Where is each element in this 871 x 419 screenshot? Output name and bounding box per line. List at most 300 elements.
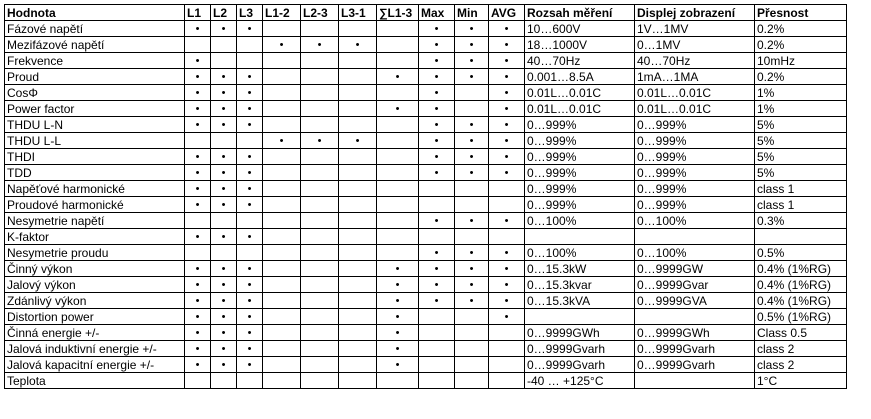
cell-l2-support: • bbox=[211, 341, 237, 357]
table-row bbox=[5, 21, 847, 37]
cell-sum-l1-3-support: • bbox=[377, 309, 419, 325]
col-header-range: Rozsah měření bbox=[525, 5, 635, 21]
cell-avg-support: • bbox=[489, 69, 525, 85]
col-header-l2-3: L2-3 bbox=[301, 5, 339, 21]
cell-l2-3-support: • bbox=[301, 37, 339, 53]
cell-l1-2-support bbox=[263, 341, 301, 357]
cell-l1-2-support bbox=[263, 261, 301, 277]
cell-max-support: • bbox=[419, 149, 455, 165]
table-row bbox=[5, 85, 847, 101]
cell-range: 0…999% bbox=[525, 133, 635, 149]
cell-l1-2-support bbox=[263, 293, 301, 309]
cell-quantity-name: TDD bbox=[5, 165, 185, 181]
cell-l3-1-support bbox=[339, 373, 377, 389]
cell-l3-support: • bbox=[237, 117, 263, 133]
cell-max-support bbox=[419, 373, 455, 389]
cell-accuracy: 5% bbox=[755, 117, 847, 133]
cell-sum-l1-3-support bbox=[377, 213, 419, 229]
table-row bbox=[5, 373, 847, 389]
cell-sum-l1-3-support bbox=[377, 229, 419, 245]
cell-display: 0…100% bbox=[635, 245, 755, 261]
cell-l3-1-support bbox=[339, 261, 377, 277]
table-row bbox=[5, 101, 847, 117]
cell-l2-3-support bbox=[301, 341, 339, 357]
cell-display: 0…999% bbox=[635, 181, 755, 197]
cell-min-support: • bbox=[455, 21, 489, 37]
cell-range: 0…15.3kW bbox=[525, 261, 635, 277]
cell-l3-1-support bbox=[339, 53, 377, 69]
cell-display: 0…999% bbox=[635, 133, 755, 149]
cell-l2-3-support bbox=[301, 53, 339, 69]
cell-l2-support: • bbox=[211, 309, 237, 325]
cell-l2-support bbox=[211, 245, 237, 261]
cell-l3-1-support bbox=[339, 21, 377, 37]
cell-sum-l1-3-support bbox=[377, 117, 419, 133]
cell-l2-3-support bbox=[301, 149, 339, 165]
cell-l1-support bbox=[185, 245, 211, 261]
cell-l3-1-support bbox=[339, 69, 377, 85]
cell-range: 0…15.3kvar bbox=[525, 277, 635, 293]
cell-sum-l1-3-support bbox=[377, 165, 419, 181]
cell-accuracy: 1°C bbox=[755, 373, 847, 389]
cell-l1-support: • bbox=[185, 69, 211, 85]
cell-display: 0…9999Gvarh bbox=[635, 357, 755, 373]
cell-accuracy: 1% bbox=[755, 101, 847, 117]
cell-range: 0.01L…0.01C bbox=[525, 85, 635, 101]
cell-range: 10…600V bbox=[525, 21, 635, 37]
cell-max-support bbox=[419, 197, 455, 213]
cell-l3-1-support: • bbox=[339, 37, 377, 53]
cell-max-support: • bbox=[419, 245, 455, 261]
cell-accuracy: 1% bbox=[755, 85, 847, 101]
cell-l3-1-support bbox=[339, 85, 377, 101]
cell-accuracy: 0.2% bbox=[755, 37, 847, 53]
table-body bbox=[5, 21, 847, 389]
cell-quantity-name: Činná energie +/- bbox=[5, 325, 185, 341]
cell-min-support bbox=[455, 181, 489, 197]
table-row bbox=[5, 341, 847, 357]
cell-quantity-name: Jalový výkon bbox=[5, 277, 185, 293]
header-row bbox=[5, 5, 847, 21]
cell-avg-support: • bbox=[489, 21, 525, 37]
cell-l2-support bbox=[211, 37, 237, 53]
cell-l3-support: • bbox=[237, 293, 263, 309]
cell-sum-l1-3-support bbox=[377, 245, 419, 261]
cell-l3-support: • bbox=[237, 85, 263, 101]
cell-l2-3-support bbox=[301, 373, 339, 389]
cell-l2-support: • bbox=[211, 229, 237, 245]
cell-l3-support bbox=[237, 133, 263, 149]
cell-l1-support: • bbox=[185, 309, 211, 325]
cell-l2-support: • bbox=[211, 181, 237, 197]
cell-l1-support: • bbox=[185, 21, 211, 37]
cell-l1-support bbox=[185, 373, 211, 389]
cell-display: 40…70Hz bbox=[635, 53, 755, 69]
cell-sum-l1-3-support bbox=[377, 21, 419, 37]
col-header-l2: L2 bbox=[211, 5, 237, 21]
cell-l2-3-support bbox=[301, 261, 339, 277]
cell-min-support bbox=[455, 197, 489, 213]
cell-l3-1-support bbox=[339, 293, 377, 309]
cell-range: 0…999% bbox=[525, 149, 635, 165]
cell-sum-l1-3-support: • bbox=[377, 277, 419, 293]
cell-max-support: • bbox=[419, 213, 455, 229]
cell-l2-3-support bbox=[301, 357, 339, 373]
cell-l2-3-support bbox=[301, 277, 339, 293]
cell-sum-l1-3-support: • bbox=[377, 293, 419, 309]
cell-range: 0…999% bbox=[525, 197, 635, 213]
cell-l1-support bbox=[185, 37, 211, 53]
table-row bbox=[5, 117, 847, 133]
cell-display: 0…9999Gvarh bbox=[635, 341, 755, 357]
cell-min-support: • bbox=[455, 165, 489, 181]
cell-l2-3-support bbox=[301, 197, 339, 213]
cell-max-support: • bbox=[419, 133, 455, 149]
cell-accuracy: 0.4% (1%RG) bbox=[755, 293, 847, 309]
cell-accuracy: 0.5% (1%RG) bbox=[755, 309, 847, 325]
cell-display: 1V…1MV bbox=[635, 21, 755, 37]
cell-sum-l1-3-support: • bbox=[377, 341, 419, 357]
cell-min-support: • bbox=[455, 53, 489, 69]
cell-l3-support bbox=[237, 37, 263, 53]
cell-max-support: • bbox=[419, 165, 455, 181]
cell-l1-support: • bbox=[185, 165, 211, 181]
cell-sum-l1-3-support bbox=[377, 133, 419, 149]
cell-l1-support: • bbox=[185, 325, 211, 341]
cell-max-support bbox=[419, 229, 455, 245]
cell-accuracy: class 2 bbox=[755, 341, 847, 357]
cell-l3-support bbox=[237, 53, 263, 69]
cell-min-support bbox=[455, 309, 489, 325]
cell-quantity-name: K-faktor bbox=[5, 229, 185, 245]
cell-sum-l1-3-support: • bbox=[377, 357, 419, 373]
cell-l2-3-support bbox=[301, 85, 339, 101]
cell-l3-1-support bbox=[339, 213, 377, 229]
col-header-accuracy: Přesnost bbox=[755, 5, 847, 21]
cell-max-support: • bbox=[419, 21, 455, 37]
cell-l2-3-support bbox=[301, 165, 339, 181]
cell-display: 0…999% bbox=[635, 197, 755, 213]
cell-l2-3-support bbox=[301, 101, 339, 117]
cell-quantity-name: Činný výkon bbox=[5, 261, 185, 277]
cell-l1-2-support bbox=[263, 85, 301, 101]
cell-l1-2-support bbox=[263, 101, 301, 117]
cell-avg-support: • bbox=[489, 309, 525, 325]
cell-l2-3-support: • bbox=[301, 133, 339, 149]
cell-l2-support: • bbox=[211, 165, 237, 181]
cell-l3-support: • bbox=[237, 165, 263, 181]
cell-range: 0…999% bbox=[525, 117, 635, 133]
cell-min-support: • bbox=[455, 245, 489, 261]
cell-min-support bbox=[455, 357, 489, 373]
cell-quantity-name: Jalová kapacitní energie +/- bbox=[5, 357, 185, 373]
cell-l3-1-support bbox=[339, 117, 377, 133]
cell-l2-3-support bbox=[301, 21, 339, 37]
cell-max-support: • bbox=[419, 101, 455, 117]
cell-min-support: • bbox=[455, 133, 489, 149]
cell-avg-support: • bbox=[489, 85, 525, 101]
cell-l3-support bbox=[237, 245, 263, 261]
cell-sum-l1-3-support: • bbox=[377, 101, 419, 117]
cell-display bbox=[635, 229, 755, 245]
cell-range: 0…9999Gvarh bbox=[525, 357, 635, 373]
cell-l3-support: • bbox=[237, 357, 263, 373]
cell-accuracy: 0.2% bbox=[755, 69, 847, 85]
col-header-max: Max bbox=[419, 5, 455, 21]
table-row bbox=[5, 197, 847, 213]
cell-l3-support: • bbox=[237, 341, 263, 357]
col-header-l3: L3 bbox=[237, 5, 263, 21]
cell-accuracy: Class 0.5 bbox=[755, 325, 847, 341]
cell-range: 0.01L…0.01C bbox=[525, 101, 635, 117]
cell-display: 0…999% bbox=[635, 117, 755, 133]
cell-l3-support bbox=[237, 373, 263, 389]
specification-table bbox=[4, 4, 847, 389]
cell-l3-1-support bbox=[339, 341, 377, 357]
cell-quantity-name: THDI bbox=[5, 149, 185, 165]
cell-l1-2-support bbox=[263, 69, 301, 85]
cell-l1-2-support bbox=[263, 21, 301, 37]
cell-max-support: • bbox=[419, 37, 455, 53]
cell-min-support: • bbox=[455, 277, 489, 293]
cell-l2-3-support bbox=[301, 229, 339, 245]
cell-quantity-name: THDU L-N bbox=[5, 117, 185, 133]
cell-accuracy: 5% bbox=[755, 149, 847, 165]
cell-range: 0…100% bbox=[525, 245, 635, 261]
cell-avg-support bbox=[489, 325, 525, 341]
cell-l2-3-support bbox=[301, 325, 339, 341]
table-row bbox=[5, 149, 847, 165]
cell-avg-support bbox=[489, 229, 525, 245]
cell-display: 0…9999GVA bbox=[635, 293, 755, 309]
cell-sum-l1-3-support: • bbox=[377, 261, 419, 277]
cell-l2-support: • bbox=[211, 261, 237, 277]
cell-l1-support bbox=[185, 133, 211, 149]
cell-quantity-name: Power factor bbox=[5, 101, 185, 117]
cell-sum-l1-3-support bbox=[377, 53, 419, 69]
table-row bbox=[5, 69, 847, 85]
cell-max-support: • bbox=[419, 117, 455, 133]
cell-l2-support: • bbox=[211, 293, 237, 309]
cell-l3-1-support bbox=[339, 357, 377, 373]
cell-accuracy: class 1 bbox=[755, 181, 847, 197]
cell-avg-support: • bbox=[489, 101, 525, 117]
table-row bbox=[5, 37, 847, 53]
cell-range: 0…15.3kVA bbox=[525, 293, 635, 309]
cell-l3-support: • bbox=[237, 277, 263, 293]
cell-min-support: • bbox=[455, 117, 489, 133]
cell-max-support bbox=[419, 341, 455, 357]
cell-max-support bbox=[419, 325, 455, 341]
cell-range: 18…1000V bbox=[525, 37, 635, 53]
cell-range: 0.001…8.5A bbox=[525, 69, 635, 85]
cell-l1-support: • bbox=[185, 117, 211, 133]
cell-max-support bbox=[419, 181, 455, 197]
cell-display: 0…999% bbox=[635, 165, 755, 181]
cell-l3-1-support bbox=[339, 149, 377, 165]
cell-l2-support: • bbox=[211, 197, 237, 213]
cell-avg-support bbox=[489, 197, 525, 213]
cell-l2-support: • bbox=[211, 149, 237, 165]
cell-accuracy: 0.3% bbox=[755, 213, 847, 229]
cell-l1-2-support bbox=[263, 197, 301, 213]
cell-range bbox=[525, 229, 635, 245]
cell-min-support: • bbox=[455, 37, 489, 53]
cell-max-support bbox=[419, 357, 455, 373]
cell-l2-support: • bbox=[211, 85, 237, 101]
cell-accuracy: class 1 bbox=[755, 197, 847, 213]
cell-l1-2-support: • bbox=[263, 133, 301, 149]
cell-range: 40…70Hz bbox=[525, 53, 635, 69]
cell-l2-3-support bbox=[301, 293, 339, 309]
col-header-hodnota: Hodnota bbox=[5, 5, 185, 21]
cell-avg-support: • bbox=[489, 149, 525, 165]
cell-min-support: • bbox=[455, 149, 489, 165]
cell-l3-support: • bbox=[237, 69, 263, 85]
col-header-l3-1: L3-1 bbox=[339, 5, 377, 21]
table-row bbox=[5, 229, 847, 245]
table-row bbox=[5, 181, 847, 197]
col-header-sum-l1-3: ∑L1-3 bbox=[377, 5, 419, 21]
cell-l1-support: • bbox=[185, 85, 211, 101]
cell-min-support bbox=[455, 229, 489, 245]
cell-range: 0…999% bbox=[525, 181, 635, 197]
cell-l2-3-support bbox=[301, 309, 339, 325]
cell-l1-2-support bbox=[263, 149, 301, 165]
cell-max-support bbox=[419, 309, 455, 325]
cell-avg-support: • bbox=[489, 53, 525, 69]
cell-l3-support: • bbox=[237, 149, 263, 165]
cell-l3-1-support bbox=[339, 181, 377, 197]
cell-avg-support bbox=[489, 341, 525, 357]
cell-accuracy: 0.4% (1%RG) bbox=[755, 277, 847, 293]
cell-range bbox=[525, 309, 635, 325]
col-header-l1: L1 bbox=[185, 5, 211, 21]
cell-avg-support: • bbox=[489, 245, 525, 261]
cell-display: 0…100% bbox=[635, 213, 755, 229]
cell-l2-3-support bbox=[301, 181, 339, 197]
cell-range: 0…9999GWh bbox=[525, 325, 635, 341]
cell-l1-support: • bbox=[185, 341, 211, 357]
table-row bbox=[5, 309, 847, 325]
cell-quantity-name: Mezifázové napětí bbox=[5, 37, 185, 53]
cell-l1-2-support bbox=[263, 277, 301, 293]
table-row bbox=[5, 165, 847, 181]
cell-l1-support bbox=[185, 213, 211, 229]
cell-display: 1mA…1MA bbox=[635, 69, 755, 85]
cell-sum-l1-3-support bbox=[377, 181, 419, 197]
cell-l1-2-support bbox=[263, 213, 301, 229]
cell-accuracy: 0.4% (1%RG) bbox=[755, 261, 847, 277]
cell-l1-2-support: • bbox=[263, 37, 301, 53]
cell-l1-support: • bbox=[185, 229, 211, 245]
cell-sum-l1-3-support bbox=[377, 373, 419, 389]
cell-l2-support bbox=[211, 213, 237, 229]
table-row bbox=[5, 213, 847, 229]
cell-quantity-name: Nesymetrie napětí bbox=[5, 213, 185, 229]
table-row bbox=[5, 261, 847, 277]
cell-avg-support bbox=[489, 357, 525, 373]
cell-max-support: • bbox=[419, 293, 455, 309]
cell-max-support: • bbox=[419, 277, 455, 293]
cell-quantity-name: Proud bbox=[5, 69, 185, 85]
cell-l2-support bbox=[211, 373, 237, 389]
table-row bbox=[5, 245, 847, 261]
table-row bbox=[5, 53, 847, 69]
cell-min-support bbox=[455, 373, 489, 389]
cell-max-support: • bbox=[419, 85, 455, 101]
cell-display: 0.01L…0.01C bbox=[635, 85, 755, 101]
cell-max-support: • bbox=[419, 53, 455, 69]
cell-min-support: • bbox=[455, 213, 489, 229]
cell-sum-l1-3-support bbox=[377, 197, 419, 213]
cell-l3-support bbox=[237, 213, 263, 229]
cell-l2-support bbox=[211, 53, 237, 69]
cell-l3-support: • bbox=[237, 197, 263, 213]
cell-avg-support: • bbox=[489, 277, 525, 293]
cell-quantity-name: Jalová induktivní energie +/- bbox=[5, 341, 185, 357]
table-row bbox=[5, 325, 847, 341]
cell-avg-support: • bbox=[489, 165, 525, 181]
cell-min-support: • bbox=[455, 293, 489, 309]
cell-max-support: • bbox=[419, 69, 455, 85]
cell-range: 0…9999Gvarh bbox=[525, 341, 635, 357]
cell-accuracy: 0.5% bbox=[755, 245, 847, 261]
cell-display bbox=[635, 373, 755, 389]
cell-min-support bbox=[455, 101, 489, 117]
cell-quantity-name: Frekvence bbox=[5, 53, 185, 69]
cell-min-support bbox=[455, 325, 489, 341]
cell-display: 0…9999Gvar bbox=[635, 277, 755, 293]
cell-l3-support: • bbox=[237, 261, 263, 277]
cell-quantity-name: Fázové napětí bbox=[5, 21, 185, 37]
cell-l2-support: • bbox=[211, 277, 237, 293]
cell-l1-2-support bbox=[263, 309, 301, 325]
cell-l1-2-support bbox=[263, 245, 301, 261]
cell-display: 0.01L…0.01C bbox=[635, 101, 755, 117]
cell-l3-1-support bbox=[339, 165, 377, 181]
cell-quantity-name: Zdánlivý výkon bbox=[5, 293, 185, 309]
cell-avg-support: • bbox=[489, 293, 525, 309]
cell-l1-2-support bbox=[263, 181, 301, 197]
cell-min-support bbox=[455, 85, 489, 101]
cell-l2-support bbox=[211, 133, 237, 149]
cell-l3-support: • bbox=[237, 229, 263, 245]
cell-l2-support: • bbox=[211, 325, 237, 341]
cell-sum-l1-3-support bbox=[377, 37, 419, 53]
cell-sum-l1-3-support: • bbox=[377, 325, 419, 341]
cell-min-support: • bbox=[455, 69, 489, 85]
cell-l1-support: • bbox=[185, 149, 211, 165]
cell-avg-support bbox=[489, 181, 525, 197]
cell-l1-support: • bbox=[185, 357, 211, 373]
table-row bbox=[5, 133, 847, 149]
cell-accuracy: class 2 bbox=[755, 357, 847, 373]
col-header-avg: AVG bbox=[489, 5, 525, 21]
cell-l1-support: • bbox=[185, 293, 211, 309]
col-header-l1-2: L1-2 bbox=[263, 5, 301, 21]
table-row bbox=[5, 357, 847, 373]
cell-l2-support: • bbox=[211, 101, 237, 117]
cell-l1-2-support bbox=[263, 357, 301, 373]
cell-accuracy: 0.2% bbox=[755, 21, 847, 37]
cell-quantity-name: THDU L-L bbox=[5, 133, 185, 149]
cell-l1-support: • bbox=[185, 197, 211, 213]
cell-l2-3-support bbox=[301, 117, 339, 133]
cell-display: 0…9999GW bbox=[635, 261, 755, 277]
cell-display: 0…1MV bbox=[635, 37, 755, 53]
cell-l3-1-support bbox=[339, 101, 377, 117]
